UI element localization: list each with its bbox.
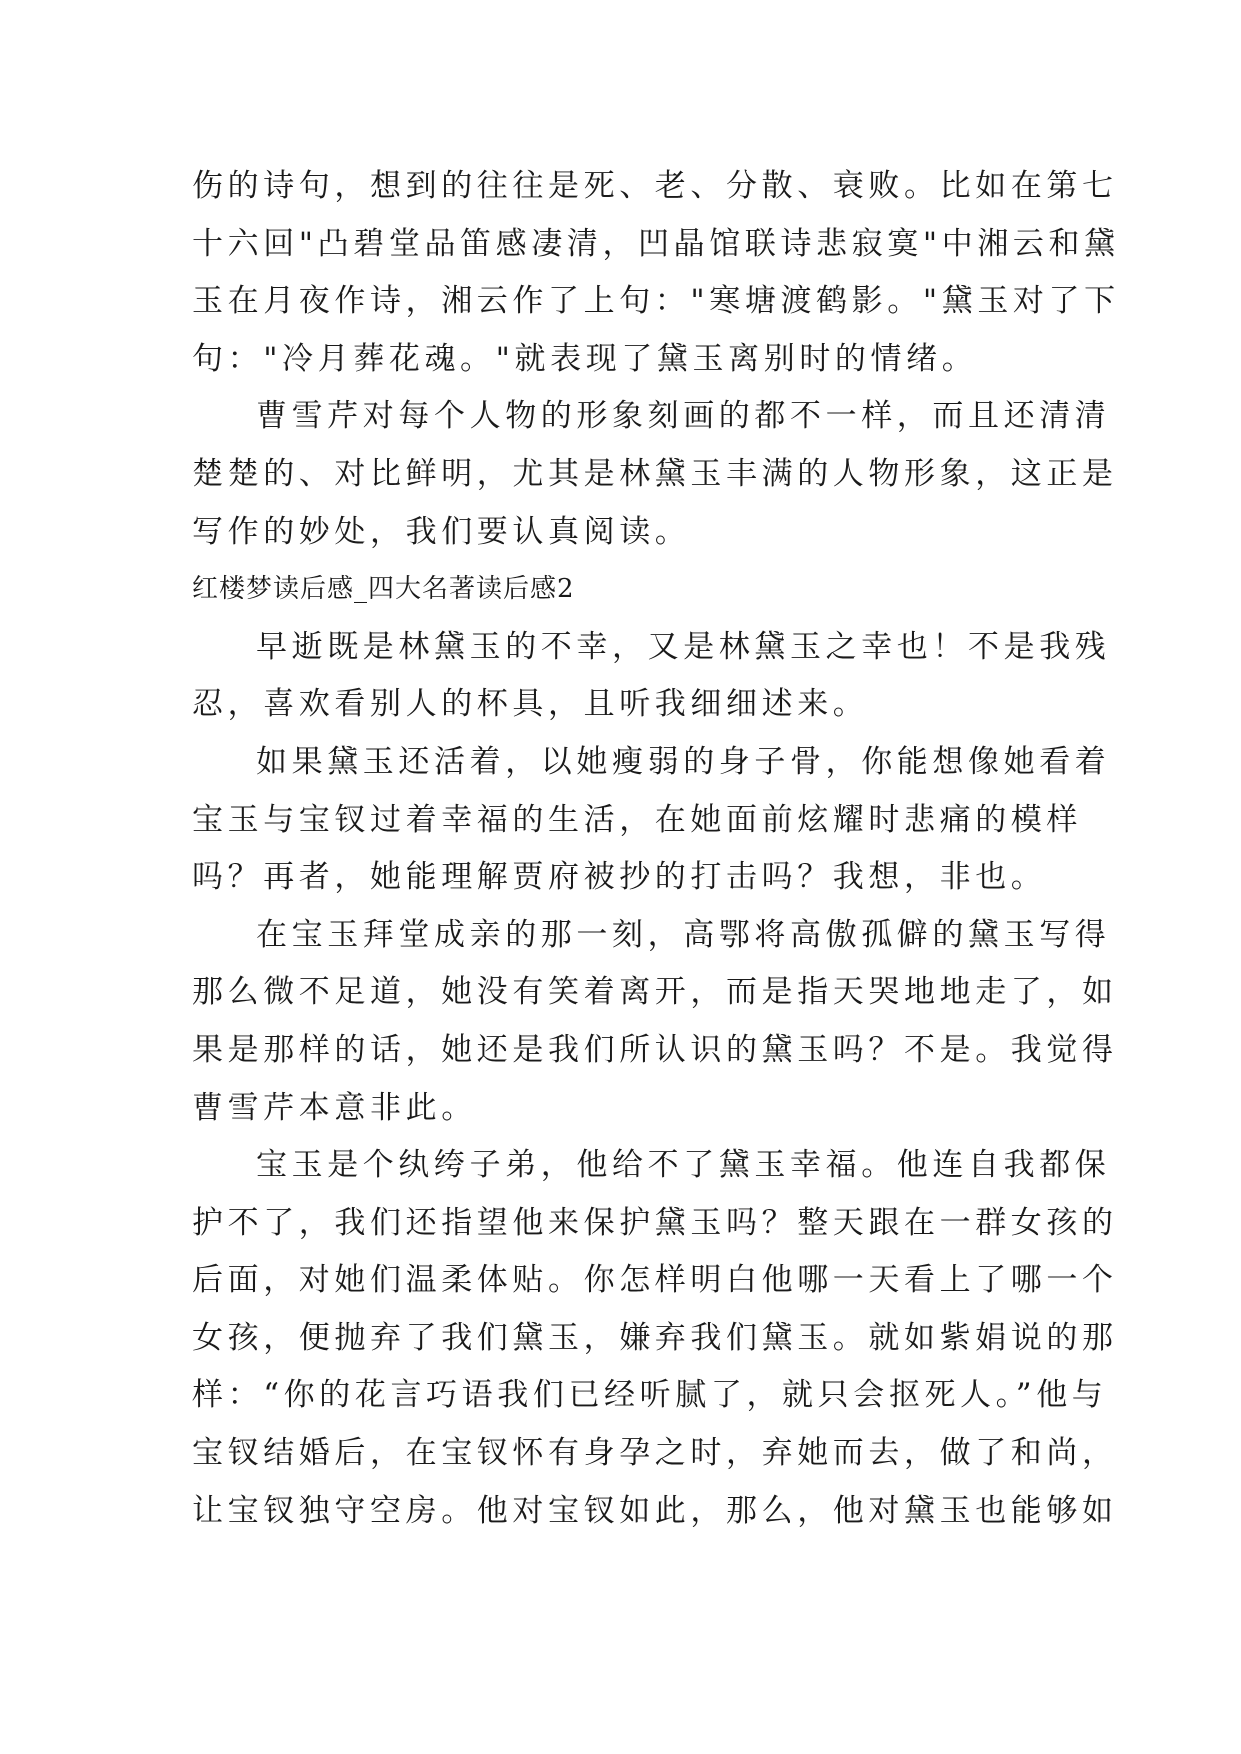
paragraph: [192, 1137, 1118, 1540]
paragraph: [192, 619, 1111, 734]
section-heading: [192, 561, 1052, 619]
text-line: 在宝玉拜堂成亲的那一刻，高鄂将高傲孤僻的黛玉写得: [256, 916, 1111, 953]
text-line: 伤的诗句，想到的往往是死、老、分散、衰败。比如在第七: [192, 168, 1118, 204]
text-line: 宝钗结婚后，在宝钗怀有身孕之时，弃她而去，做了和尚，: [192, 1435, 1118, 1472]
paragraph: [192, 388, 1118, 561]
text-line: 玉在月夜作诗，湘云作了上句："寒塘渡鹤影。"黛玉对了下: [192, 283, 1120, 320]
text-line: 忍，喜欢看别人的杯具，且听我细细述来。: [192, 686, 869, 723]
text-line: 护不了，我们还指望他来保护黛玉吗？整天跟在一群女孩的: [192, 1204, 1118, 1241]
text-line: 女孩，便抛弃了我们黛玉，嫌弃我们黛玉。就如紫娟说的那: [192, 1319, 1118, 1356]
heading-text: 红楼梦读后感_四大名著读后感2: [192, 574, 575, 605]
text-line: 句："冷月葬花魂。"就表现了黛玉离别时的情绪。: [192, 340, 978, 377]
paragraph: [192, 158, 1120, 388]
paragraph: [192, 734, 1111, 907]
text-line: 那么微不足道，她没有笑着离开，而是指天哭地地走了，如: [192, 974, 1118, 1011]
text-line: 样：“你的花言巧语我们已经听腻了，就只会抠死人。”他与: [192, 1377, 1108, 1414]
paragraph: [192, 907, 1118, 1137]
text-line: 曹雪芹本意非此。: [192, 1089, 477, 1126]
text-line: 楚楚的、对比鲜明，尤其是林黛玉丰满的人物形象，这正是: [192, 455, 1118, 492]
text-line: 曹雪芹对每个人物的形象刻画的都不一样，而且还清清: [256, 398, 1111, 435]
text-line: 让宝钗独守空房。他对宝钗如此，那么，他对黛玉也能够如: [192, 1492, 1118, 1529]
text-line: 宝玉与宝钗过着幸福的生活，在她面前炫耀时悲痛的模样: [192, 801, 1082, 838]
text-line: 吗？再者，她能理解贾府被抄的打击吗？我想，非也。: [192, 859, 1047, 896]
text-line: 十六回"凸碧堂品笛感凄清，凹晶馆联诗悲寂寞"中湘云和黛: [192, 225, 1120, 262]
text-line: 如果黛玉还活着，以她瘦弱的身子骨，你能想像她看着: [256, 743, 1111, 780]
text-line: 宝玉是个纨绔子弟，他给不了黛玉幸福。他连自我都保: [256, 1147, 1111, 1184]
text-line: 早逝既是林黛玉的不幸，又是林黛玉之幸也！不是我残: [256, 628, 1111, 665]
document-body: [192, 158, 1120, 1540]
text-line: 后面，对她们温柔体贴。你怎样明白他哪一天看上了哪一个: [192, 1262, 1118, 1299]
text-line: 写作的妙处，我们要认真阅读。: [192, 513, 691, 550]
text-line: 果是那样的话，她还是我们所认识的黛玉吗？不是。我觉得: [192, 1031, 1118, 1068]
